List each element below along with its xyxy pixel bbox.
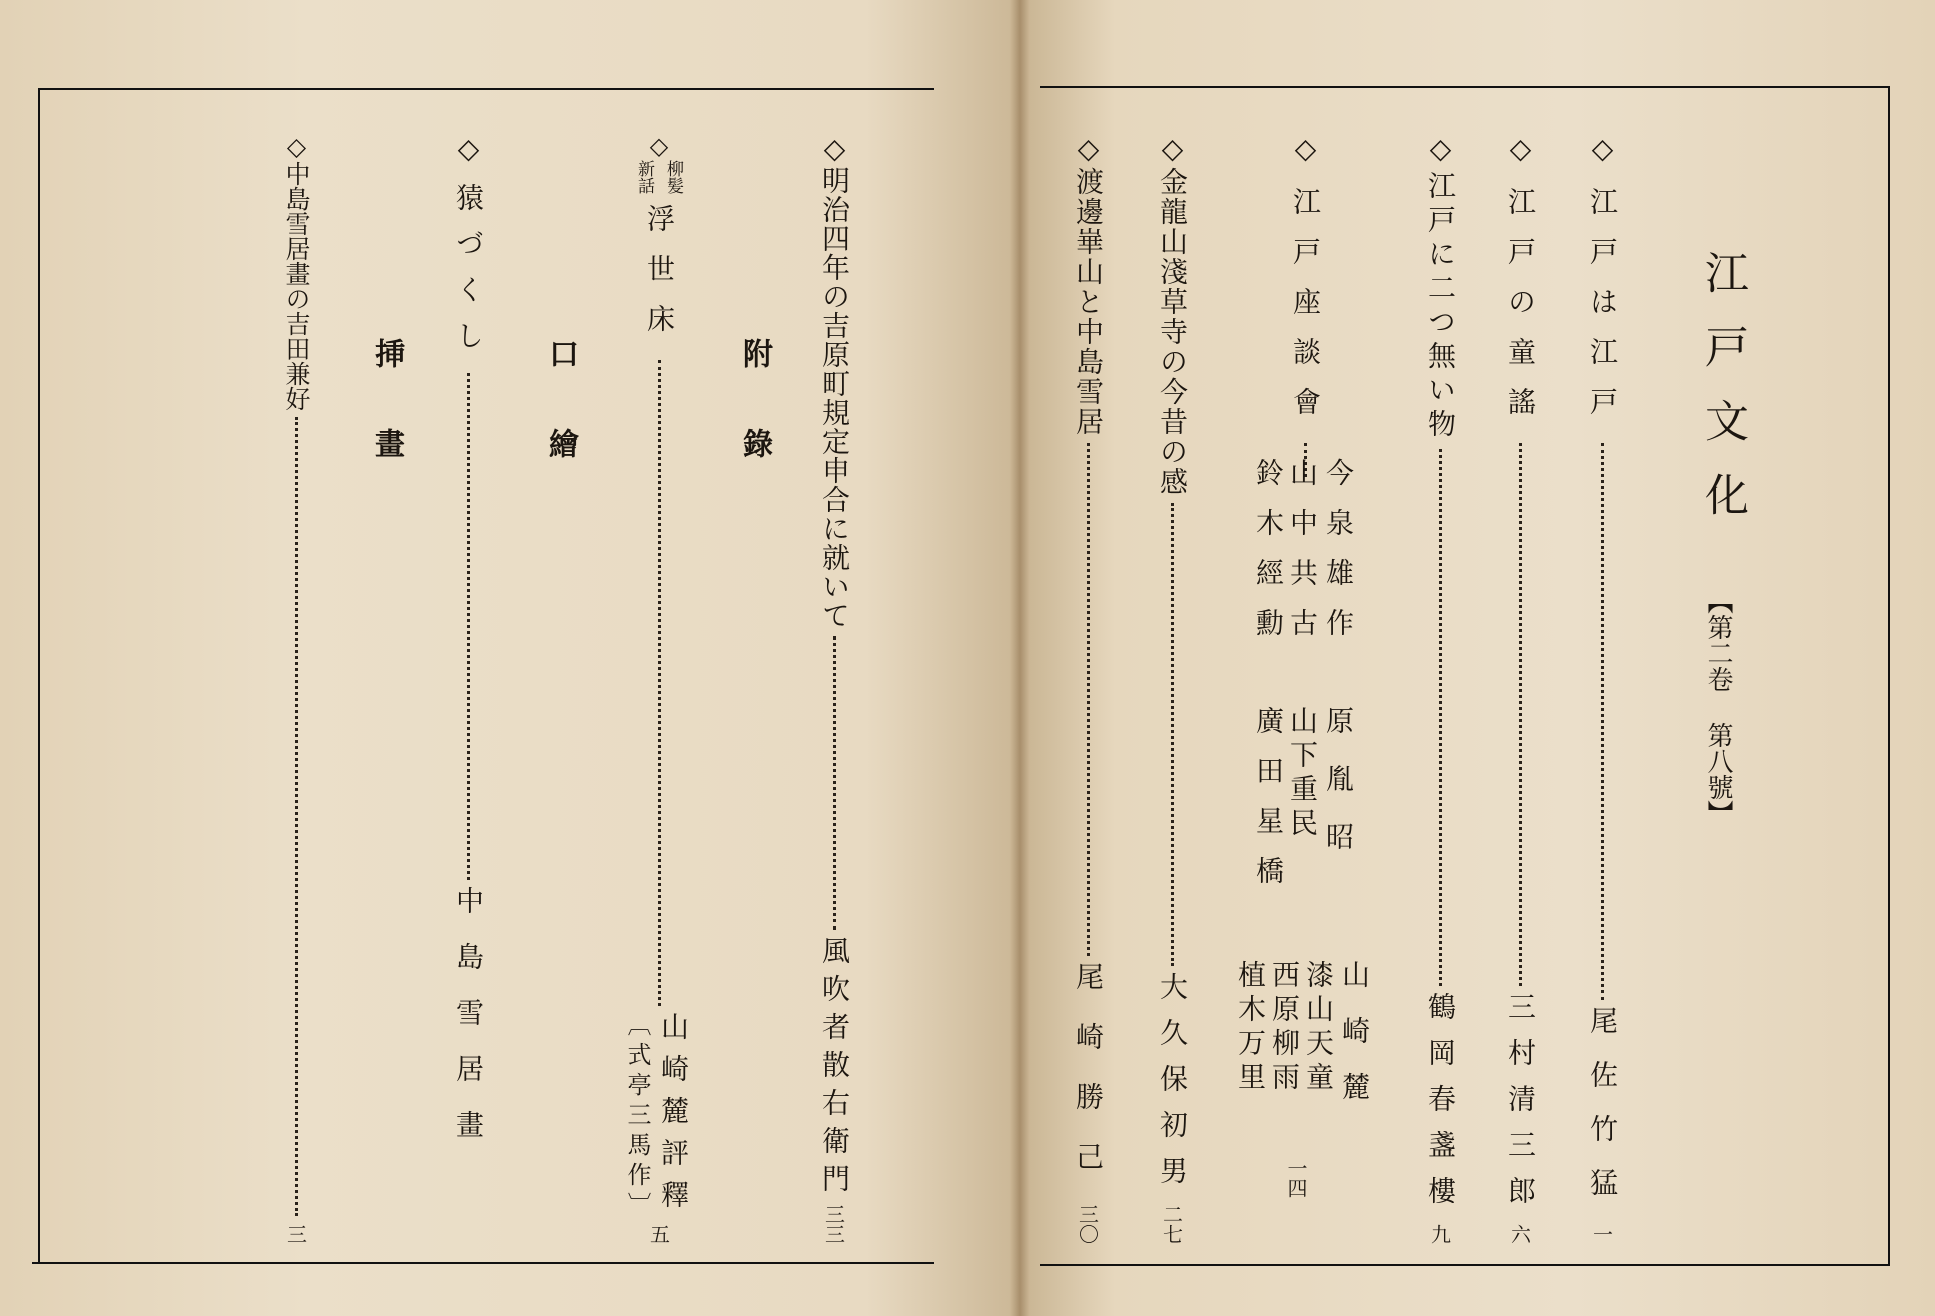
leader-dots	[1519, 443, 1522, 986]
entry-author: 鶴岡春盞樓	[1424, 992, 1457, 1222]
left-bottom-rule	[32, 1262, 934, 1264]
participant-鈴木經勳: 鈴木經勳	[1252, 458, 1285, 658]
entry-title: 浮世床	[643, 204, 676, 354]
entry-author: 風吹者散右衛門	[818, 936, 851, 1202]
right-bottom-rule	[1040, 1264, 1890, 1266]
author-note: 〔式亭三馬作〕	[623, 1012, 651, 1222]
entry-title: ◇中島雪居畫の吉田兼好	[282, 132, 311, 411]
entry-title: ◇江戸に二つ無い物	[1424, 132, 1457, 443]
entry-title: ◇明治四年の吉原町規定申合に就いて	[818, 132, 851, 630]
participant-山中共古: 山中共古	[1286, 458, 1319, 658]
prefix-line-1: 柳髪	[663, 160, 683, 194]
toc-entry-3	[1420, 132, 1460, 1244]
entry-page: 三三	[821, 1204, 846, 1244]
entry-title: ◇江戸は江戸	[1586, 132, 1619, 437]
entry-page: 三	[283, 1224, 308, 1244]
magazine-title: 江戸文化	[1697, 250, 1748, 546]
toc-entry-2	[1500, 132, 1540, 1244]
left-frame-edge	[38, 88, 40, 1264]
toc-entry-1	[1582, 132, 1622, 1244]
leader-dots	[1439, 449, 1442, 986]
participant-今泉雄作: 今泉雄作	[1322, 458, 1355, 658]
entry-title: ◇金龍山淺草寺の今昔の感	[1156, 132, 1189, 497]
entry-author: 三村清三郎	[1504, 992, 1537, 1222]
toc-entry-5	[1152, 132, 1192, 1244]
participant-山下重民: 山下重民	[1286, 706, 1319, 842]
appendix-prefix	[632, 160, 686, 194]
leader-dots	[1087, 443, 1090, 956]
appendix-entry	[623, 132, 690, 1244]
left-top-rule	[38, 88, 934, 90]
participant-植木万里: 植木万里	[1234, 960, 1267, 1096]
illustration-heading: 挿畫	[369, 338, 404, 518]
entry-author: 大久保初男	[1156, 972, 1189, 1202]
toc-entry-7	[814, 132, 854, 1244]
leader-dots	[658, 360, 661, 1006]
appendix-heading: 附錄	[737, 338, 772, 518]
entry-author: 尾崎勝己	[1072, 962, 1105, 1202]
entry-author: 山崎麓評釋	[657, 1012, 690, 1222]
leader-dots	[833, 636, 836, 930]
illustration-entry	[276, 132, 316, 1244]
participant-漆山天童: 漆山天童	[1302, 960, 1335, 1096]
entry-author: 尾佐竹猛	[1586, 1006, 1619, 1222]
leader-dots	[1171, 503, 1174, 966]
entry-title: ◇渡邊崋山と中島雪居	[1072, 132, 1105, 437]
entry-author: 中島雪居畫	[452, 886, 485, 1166]
toc-entry-6	[1068, 132, 1108, 1244]
participant-山崎麓: 山崎麓	[1338, 960, 1371, 1128]
entry-title: ◇江戸の童謠	[1504, 132, 1537, 437]
participant-廣田星橋: 廣田星橋	[1252, 706, 1285, 906]
participant-西原柳雨: 西原柳雨	[1268, 960, 1301, 1096]
entry-page: 五	[646, 1224, 671, 1244]
diamond-icon: ◇	[649, 132, 669, 160]
entry-page: 九	[1427, 1224, 1452, 1244]
leader-dots	[295, 417, 298, 1216]
right-top-rule	[1040, 86, 1890, 88]
right-frame-edge	[1888, 86, 1890, 1266]
entry-title: ◇猿づくし	[452, 132, 485, 367]
frontispiece-entry	[448, 132, 488, 1166]
entry-page: 一	[1589, 1224, 1614, 1244]
entry-page: 三〇	[1075, 1204, 1100, 1244]
prefix-line-2: 新話	[634, 160, 654, 194]
volume-number: 【第二卷 第八號】	[1703, 588, 1733, 826]
book-gutter	[1010, 0, 1030, 1316]
participant-原胤昭: 原胤昭	[1322, 706, 1355, 880]
entry-page: 二七	[1159, 1204, 1184, 1244]
entry-page: 一四	[1284, 1158, 1308, 1198]
frontispiece-heading: 口繪	[543, 338, 578, 518]
entry-page: 六	[1507, 1224, 1532, 1244]
leader-dots	[467, 373, 470, 880]
entry-title: ◇江戸座談會	[1289, 132, 1322, 437]
leader-dots	[1601, 443, 1604, 1000]
